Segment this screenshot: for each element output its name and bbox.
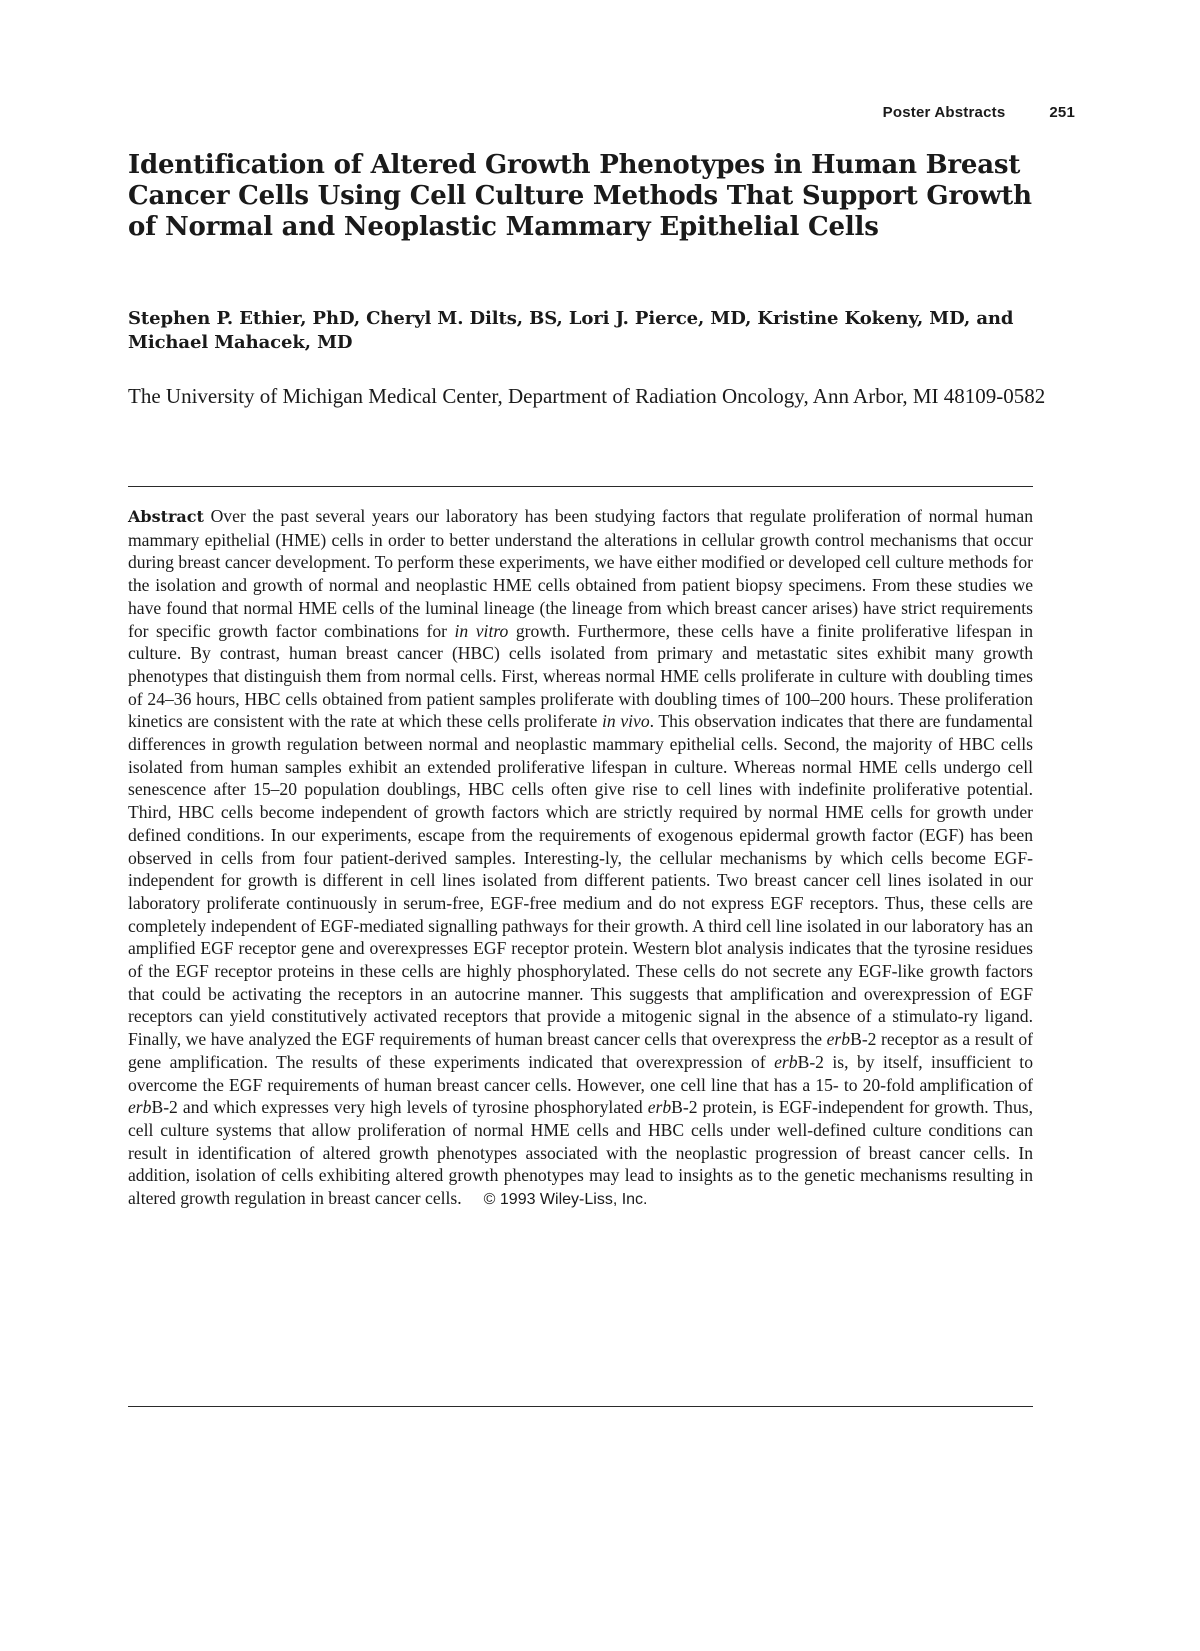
abstract-text-3: . This observation indicates that there are fundamental differences in growth regulation between normal and neoplastic mammary epithelial cells. Second, the majority of HBC cells isolated from human samples exhibit an extended proliferative lifespan in culture. Whereas normal HME cells undergo cell senescence after 15–20 population doublings, HBC cells often give rise to cell lines with indefinite proliferative potential. Third, HBC cells become independent of growth factors which are strictly required by normal HME cells for growth under defined conditions. In our experiments, escape from the requirements of exogenous epidermal growth factor (EGF) has been observed in cells from four patient-derived samples. Interesting-ly, the cellular mechanisms by which cells become EGF-independent for growth is different in cell lines isolated from different patients. Two breast cancer cell lines isolated in our laboratory proliferate continuously in serum-free, EGF-free medium and do not express EGF receptors. Thus, these cells are completely independent of EGF-mediated signalling pathways for their growth. A third cell line isolated in our laboratory has an amplified EGF receptor gene and overexpresses EGF receptor protein. Western blot analysis indicates that the tyrosine residues of the EGF receptor proteins in these cells are highly phosphorylated. These cells do not secrete any EGF-like growth factors that could be activating the receptors in an autocrine manner. This suggests that amplification and overexpression of EGF receptors can yield constitutively activated receptors that provide a mitogenic signal in the absence of a stimulato-ry ligand. Finally, we have analyzed the EGF requirements of human breast cancer cells that overexpress the <box>128 711 1033 1050</box>
affiliation: The University of Michigan Medical Center, Department of Radiation Oncology, Ann Arbor, MI 48109-0582 <box>128 384 1046 408</box>
copyright-notice: © 1993 Wiley-Liss, Inc. <box>483 1191 648 1209</box>
running-head <box>883 104 1075 121</box>
section-label: Poster Abstracts <box>882 104 1006 121</box>
article-title: Identification of Altered Growth Phenotypes in Human Breast Cancer Cells Using Cell Culture Methods That Support Growth of Normal and Neoplastic Mammary Epithelial Cells <box>128 150 1032 242</box>
abstract-italic-5: erb <box>128 1097 152 1118</box>
abstract-text-5: B-2 is, by itself, insufficient to overcome the EGF requirements of human breast cancer cells. However, one cell line that has a 15- to 20-fold amplification of <box>128 1051 1033 1095</box>
bottom-divider <box>128 1406 1033 1407</box>
abstract-text-2: growth. Furthermore, these cells have a finite proliferative lifespan in culture. By contrast, human breast cancer (HBC) cells isolated from primary and metastatic sites exhibit many growth phenotypes that distinguish them from normal cells. First, whereas normal HME cells proliferate in culture with doubling times of 24–36 hours, HBC cells obtained from patient samples proliferate with doubling times of 100–200 hours. These proliferation kinetics are consistent with the rate at which these cells proliferate <box>128 620 1034 732</box>
abstract-italic-1: in vitro <box>454 620 509 641</box>
abstract-text-1: Over the past several years our laboratory has been studying factors that regulate proliferation of normal human mammary epithelial (HME) cells in order to better understand the alterations in cellular growth control mechanisms that occur during breast cancer development. To perform these experiments, we have either modified or developed cell culture methods for the isolation and growth of normal and neoplastic HME cells obtained from patient biopsy specimens. From these studies we have found that normal HME cells of the luminal lineage (the lineage from which breast cancer arises) have strict requirements for specific growth factor combinations for <box>128 506 1033 641</box>
abstract-body <box>128 505 1033 1212</box>
abstract-text-6: B-2 and which expresses very high levels of tyrosine phosphorylated <box>151 1097 643 1118</box>
abstract-italic-6: erb <box>647 1097 672 1118</box>
abstract-italic-2: in vivo <box>602 711 650 732</box>
abstract-text-7: B-2 protein, is EGF-independent for growth. Thus, cell culture systems that allow proliferation of normal HME cells and HBC cells under well-defined culture conditions can result in identification of altered growth phenotypes associated with the neoplastic progression of breast cancer cells. In addition, isolation of cells exhibiting altered growth phenotypes may lead to insights as to the genetic mechanisms resulting in altered growth regulation in breast cancer cells. <box>128 1097 1034 1209</box>
abstract-italic-3: erb <box>826 1029 851 1050</box>
abstract-italic-4: erb <box>774 1051 798 1072</box>
top-divider <box>128 486 1033 487</box>
abstract-text-4: B-2 receptor as a result of gene amplification. The results of these experiments indicated that overexpression of <box>128 1029 1034 1072</box>
page-number: 251 <box>1049 104 1075 121</box>
author-list: Stephen P. Ethier, PhD, Cheryl M. Dilts, BS, Lori J. Pierce, MD, Kristine Kokeny, MD, and Michael Mahacek, MD <box>128 308 1014 353</box>
abstract-label: Abstract <box>128 507 204 526</box>
